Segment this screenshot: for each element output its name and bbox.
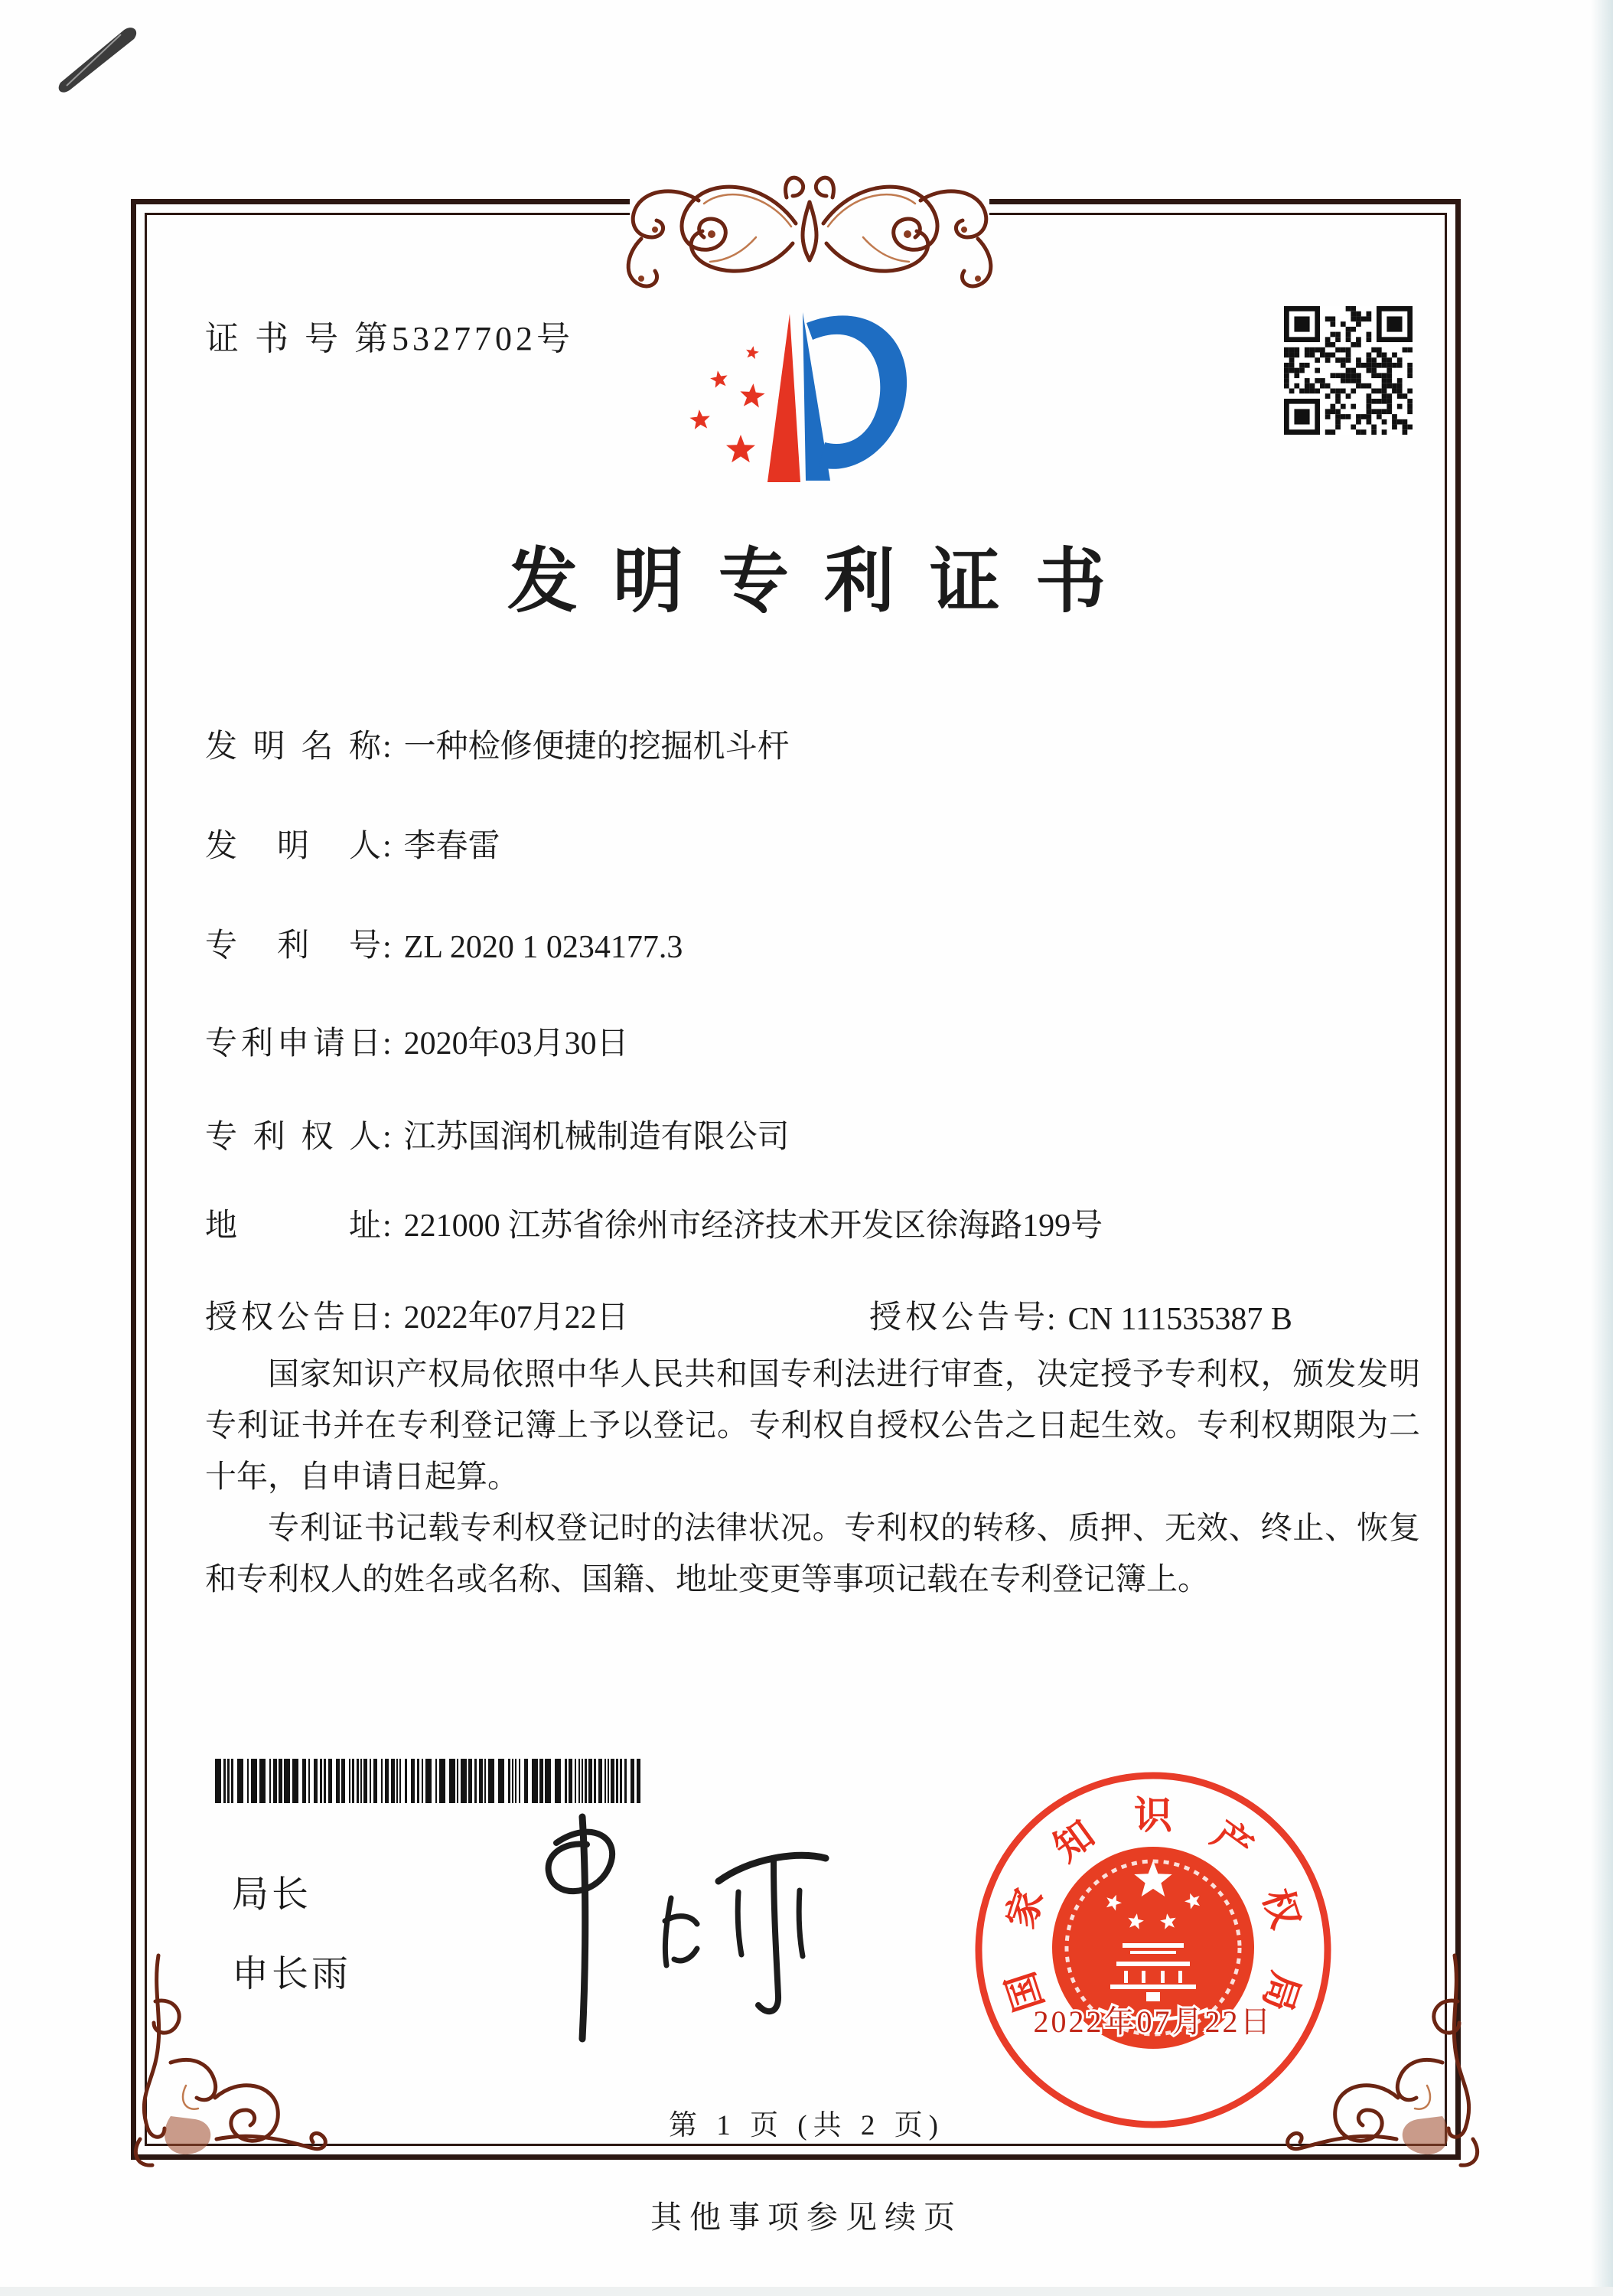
director-signature-icon [471,1808,838,2053]
field-label: 专利权人 [205,1120,381,1155]
field-value: 2020年03月30日 [403,1026,629,1062]
field-label: 专利号 [205,928,381,964]
seal-char: 识 [1134,1794,1172,1837]
field-row-patentee [205,1111,1445,1157]
grant-number-value: CN 111535387 B [1067,1302,1292,1337]
field-colon: : [383,1120,392,1155]
barcode-icon [215,1759,645,1803]
seal-char: 家 [999,1883,1051,1934]
field-value: 江苏国润机械制造有限公司 [403,1120,790,1155]
field-row-inventor [205,820,1445,866]
scan-edge [1592,0,1613,2296]
field-label: 地址 [205,1208,381,1244]
certificate-number: 证 书 号 第5327702号 [205,320,574,357]
scan-edge-bottom [0,2287,1613,2296]
cnipa-logo-icon [672,297,924,497]
field-label: 发明名称 [205,729,381,765]
field-colon: : [383,1300,392,1336]
qr-code-icon [1284,306,1413,435]
director-name: 申长雨 [232,1954,352,1994]
field-row-invention-name [205,721,1445,767]
page-number: 第 1 页 (共 2 页) [669,2110,944,2141]
field-colon: : [383,1026,392,1062]
grant-date-value: 2022年07月22日 [403,1300,629,1336]
seal-char: 产 [1204,1812,1261,1870]
seal-date: 2022年07月22日 [1033,2004,1273,2039]
legal-text-block [205,1349,1420,1605]
field-value: 李春雷 [403,829,500,864]
field-row-patent-number [205,920,1445,966]
field-colon: : [383,930,392,965]
field-colon: : [383,829,392,864]
certificate-title: 发明专利证书 [507,543,1141,621]
field-label: 发明人 [205,829,381,864]
field-row-address [205,1200,1445,1246]
footer-note: 其他事项参见续页 [650,2200,963,2235]
field-row-filing-date [205,1018,1445,1064]
legal-paragraph-2: 专利证书记载专利权登记时的法律状况。专利权的转移、质押、无效、终止、恢复和专利权人的姓名或名称、国籍、地址变更等事项记载在专利登记簿上。 [205,1510,1420,1596]
legal-paragraph-1: 国家知识产权局依照中华人民共和国专利法进行审查，决定授予专利权，颁发发明专利证书并在专利登记簿上予以登记。专利权自授权公告之日起生效。专利权期限为二十年，自申请日起算。 [205,1356,1420,1494]
seal-char: 国 [999,1966,1051,2017]
field-colon: : [383,729,392,765]
director-title: 局长 [232,1874,312,1915]
seal-char: 局 [1255,1966,1308,2017]
field-row-grant [205,1292,1445,1338]
grant-number-label: 授权公告号 [869,1300,1045,1336]
field-colon: : [1047,1302,1056,1337]
seal-char: 权 [1255,1883,1308,1934]
field-colon: : [383,1208,392,1244]
seal-char: 知 [1045,1812,1103,1870]
field-value: 221000 江苏省徐州市经济技术开发区徐海路199号 [403,1208,1103,1244]
grant-date-label: 授权公告日 [205,1300,381,1336]
field-label: 专利申请日 [205,1026,381,1062]
field-value: 一种检修便捷的挖掘机斗杆 [403,729,790,765]
staple-mark-icon [31,21,153,106]
grant-number-group [869,1292,1292,1338]
cnipa-seal [966,1763,1341,2138]
field-value: ZL 2020 1 0234177.3 [403,930,683,965]
